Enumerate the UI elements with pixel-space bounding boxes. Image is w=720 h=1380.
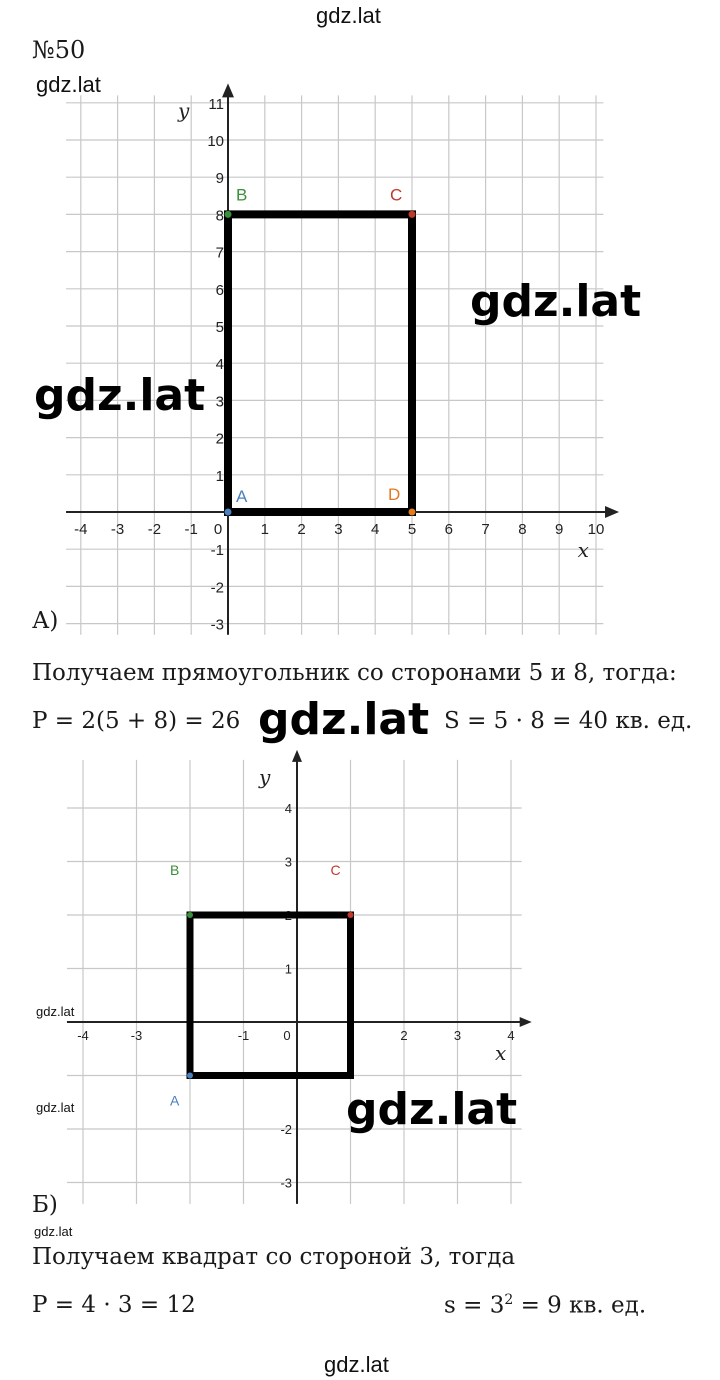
y-tick-label: 8 [215,207,224,225]
part-b-area-exp: 2 [504,1292,514,1308]
y-tick-label: 11 [208,95,224,113]
y-tick-label: 4 [284,801,292,816]
watermark-big-3: gdz.lat [258,694,430,745]
x-tick-label: 0 [213,521,223,538]
y-tick-label: 3 [215,393,224,411]
point-label-c: C [330,862,341,878]
x-axis-arrow [520,1017,532,1027]
x-axis-name: x [577,538,589,562]
y-tick-label: 5 [215,319,224,336]
point-label-d: D [388,485,401,504]
y-tick-label: 3 [284,854,292,870]
point-b [225,211,232,218]
watermark-top: gdz.lat [316,3,381,28]
y-axis-name: y [259,764,271,789]
point-b [187,912,193,918]
x-tick-label: 3 [334,521,343,538]
part-b-perimeter: P = 4 · 3 = 12 [32,1292,196,1318]
y-tick-label: 7 [215,244,224,262]
watermark-bottom: gdz.lat [324,1352,389,1377]
x-tick-label: 5 [407,521,417,538]
x-tick-label: 7 [481,521,490,538]
y-tick-label: 9 [215,170,224,188]
point-a [187,1073,193,1079]
x-tick-label: 0 [283,1028,291,1043]
x-tick-label: 9 [555,521,564,538]
part-b-area-rest: = 9 кв. ед. [513,1292,647,1319]
y-tick-label: 2 [284,908,292,923]
y-tick-label: -2 [280,1122,292,1137]
x-tick-label: 6 [444,521,453,538]
y-tick-label: -2 [210,579,224,597]
x-tick-label: 2 [297,521,306,538]
x-tick-label: 4 [371,521,380,538]
x-tick-label: -3 [110,521,125,538]
x-tick-label: -1 [237,1028,250,1043]
point-label-a: A [170,1092,180,1109]
x-tick-label: -2 [147,521,162,538]
y-tick-label: 1 [215,467,224,485]
x-tick-label: 10 [587,521,605,538]
x-tick-label: 3 [453,1028,462,1043]
y-tick-label: 4 [215,356,224,374]
part-a-label: А) [32,608,59,634]
x-tick-label: 4 [507,1028,515,1043]
y-tick-label: 2 [215,430,224,448]
y-tick-label: -3 [280,1175,292,1191]
watermark-big-4: gdz.lat [346,1084,518,1135]
part-a-perimeter: P = 2(5 + 8) = 26 [32,708,241,734]
watermark-tiny-3: gdz.lat [34,1224,73,1239]
part-b-label: Б) [32,1192,58,1218]
part-a-area: S = 5 · 8 = 40 кв. ед. [444,708,693,734]
part-b-text: Получаем квадрат со стороной 3, тогда [32,1244,516,1270]
part-b-area-base: s = 3 [444,1292,505,1319]
part-b-area [444,1292,646,1319]
point-d [409,509,416,516]
y-tick-label: -1 [210,542,224,560]
watermark-big-1: gdz.lat [470,276,642,327]
x-axis-arrow [605,506,619,518]
point-label-c: C [390,185,403,205]
graph-a [0,80,720,640]
watermark-big-2: gdz.lat [34,370,206,421]
y-axis-name: y [178,98,190,123]
task-number: №50 [32,36,86,64]
y-axis-arrow [292,750,302,762]
watermark-tiny-1: gdz.lat [36,1004,75,1019]
point-label-b: B [236,185,248,205]
square-abcd [190,915,351,1076]
x-tick-label: -4 [74,521,88,538]
y-tick-label: 10 [207,133,224,150]
x-tick-label: -4 [77,1028,89,1043]
y-tick-label: 6 [215,281,224,299]
part-a-text: Получаем прямоугольник со сторонами 5 и 8, тогда: [32,660,677,686]
point-a [225,509,232,516]
watermark-tiny-2: gdz.lat [36,1100,75,1115]
x-tick-label: -1 [184,521,198,538]
x-tick-label: 1 [260,521,269,538]
watermark-small-1: gdz.lat [36,72,101,97]
y-tick-label: 1 [284,961,292,977]
point-label-a: A [236,487,248,506]
point-c [409,211,416,218]
x-tick-label: 8 [518,521,527,538]
point-label-b: B [170,862,180,878]
x-axis-name: x [494,1041,507,1065]
graph-b [0,750,720,1220]
x-tick-label: 2 [400,1028,408,1043]
y-tick-label: -3 [210,616,224,634]
x-tick-label: -3 [130,1028,143,1043]
point-c [348,912,354,918]
